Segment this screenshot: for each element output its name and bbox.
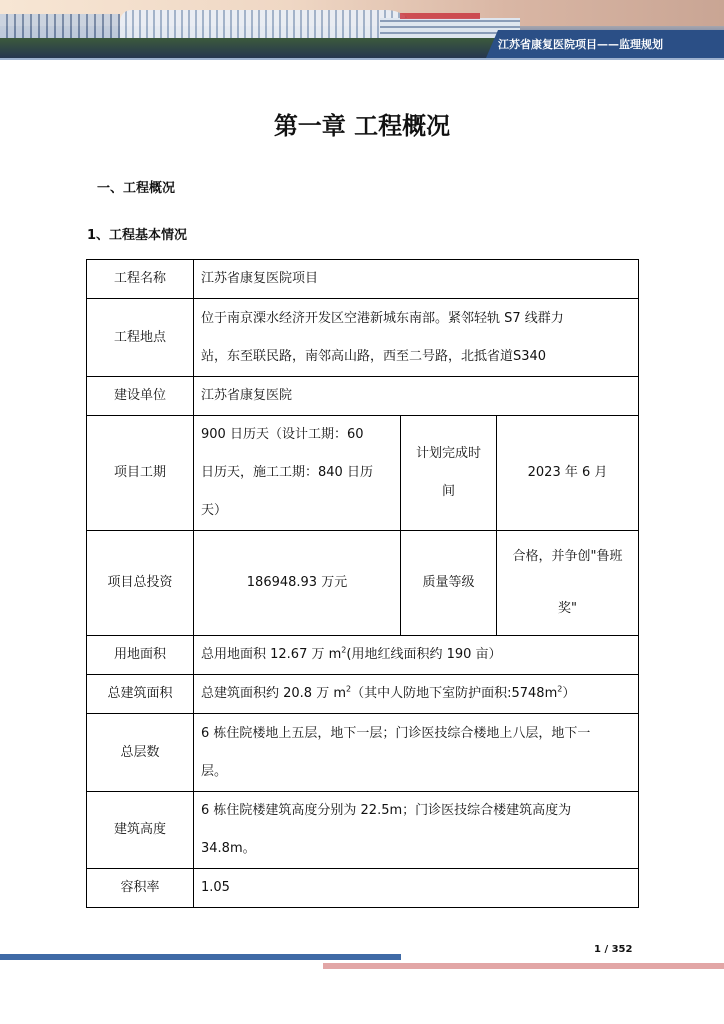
duration-line2: 日历天，施工工期：840 日历 xyxy=(201,465,373,480)
table-row xyxy=(87,714,639,792)
floor-area-text: 总建筑面积约 20.8 万 m xyxy=(201,686,347,701)
table-row xyxy=(87,416,639,531)
banner-underline xyxy=(0,58,724,60)
floors-label: 总层数 xyxy=(87,714,194,792)
quality-line1: 合格，并争创"鲁班 xyxy=(512,549,623,564)
height-line1: 6 栋住院楼建筑高度分别为 22.5m；门诊医技综合楼建筑高度为 xyxy=(201,803,572,818)
floors-value xyxy=(194,714,639,792)
table-row xyxy=(87,636,639,675)
land-area-value xyxy=(194,636,639,675)
banner-title: 江苏省康复医院项目——监理规划 xyxy=(498,38,663,51)
project-info-table xyxy=(86,259,639,908)
chapter-title: 第一章 工程概况 xyxy=(273,112,451,140)
completion-label xyxy=(401,416,497,531)
floor-area-label: 总建筑面积 xyxy=(87,675,194,714)
table-row xyxy=(87,260,639,299)
floor-area-unit-sup: 2 xyxy=(346,684,352,694)
height-value xyxy=(194,792,639,869)
banner-building-sign xyxy=(400,13,480,19)
table-row xyxy=(87,377,639,416)
quality-line2: 奖" xyxy=(558,601,577,616)
duration-line3: 天） xyxy=(201,503,228,518)
height-label: 建筑高度 xyxy=(87,792,194,869)
completion-label-line1: 计划完成时 xyxy=(415,446,481,461)
duration-label: 项目工期 xyxy=(87,416,194,531)
location-label: 工程地点 xyxy=(87,299,194,377)
location-value xyxy=(194,299,639,377)
section-heading: 一、工程概况 xyxy=(97,181,176,196)
location-line1: 位于南京溧水经济开发区空港新城东南部。紧邻轻轨 S7 线群力 xyxy=(201,310,564,326)
floors-line1: 6 栋住院楼地上五层，地下一层；门诊医技综合楼地上八层，地下一 xyxy=(201,725,591,741)
page-number: 1 / 352 xyxy=(594,944,633,955)
far-value: 1.05 xyxy=(194,869,639,908)
footer-bar-blue xyxy=(0,954,401,960)
height-line2: 34.8m。 xyxy=(201,841,256,856)
subsection-heading: 1、工程基本情况 xyxy=(87,228,188,243)
completion-label-line2: 间 xyxy=(441,484,455,499)
location-line2: 站，东至联民路，南邻高山路，西至二号路，北抵省道S340 xyxy=(201,348,547,364)
name-label: 工程名称 xyxy=(87,260,194,299)
investment-value: 186948.93 万元 xyxy=(194,531,401,636)
table-row xyxy=(87,869,639,908)
investment-label: 项目总投资 xyxy=(87,531,194,636)
table-row xyxy=(87,299,639,377)
land-area-text: 总用地面积 12.67 万 m xyxy=(201,647,342,662)
table-row xyxy=(87,792,639,869)
header-banner xyxy=(0,0,724,58)
name-value: 江苏省康复医院项目 xyxy=(194,260,639,299)
builder-label: 建设单位 xyxy=(87,377,194,416)
quality-value xyxy=(497,531,639,636)
footer-bar-pink xyxy=(323,963,724,969)
floor-area-note: （其中人防地下室防护面积:5748m xyxy=(351,686,558,701)
civil-defense-unit-sup: 2 xyxy=(557,684,563,694)
floor-area-close: ） xyxy=(562,686,576,701)
completion-value: 2023 年 6 月 xyxy=(497,416,639,531)
land-area-unit-sup: 2 xyxy=(341,645,347,655)
land-area-label: 用地面积 xyxy=(87,636,194,675)
duration-line1: 900 日历天（设计工期：60 xyxy=(201,427,364,442)
table-row xyxy=(87,531,639,636)
floor-area-value xyxy=(194,675,639,714)
quality-label: 质量等级 xyxy=(401,531,497,636)
floors-line2: 层。 xyxy=(201,763,228,779)
table-row xyxy=(87,675,639,714)
land-area-note: (用地红线面积约 190 亩） xyxy=(346,647,502,662)
far-label: 容积率 xyxy=(87,869,194,908)
duration-value xyxy=(194,416,401,531)
builder-value: 江苏省康复医院 xyxy=(194,377,639,416)
